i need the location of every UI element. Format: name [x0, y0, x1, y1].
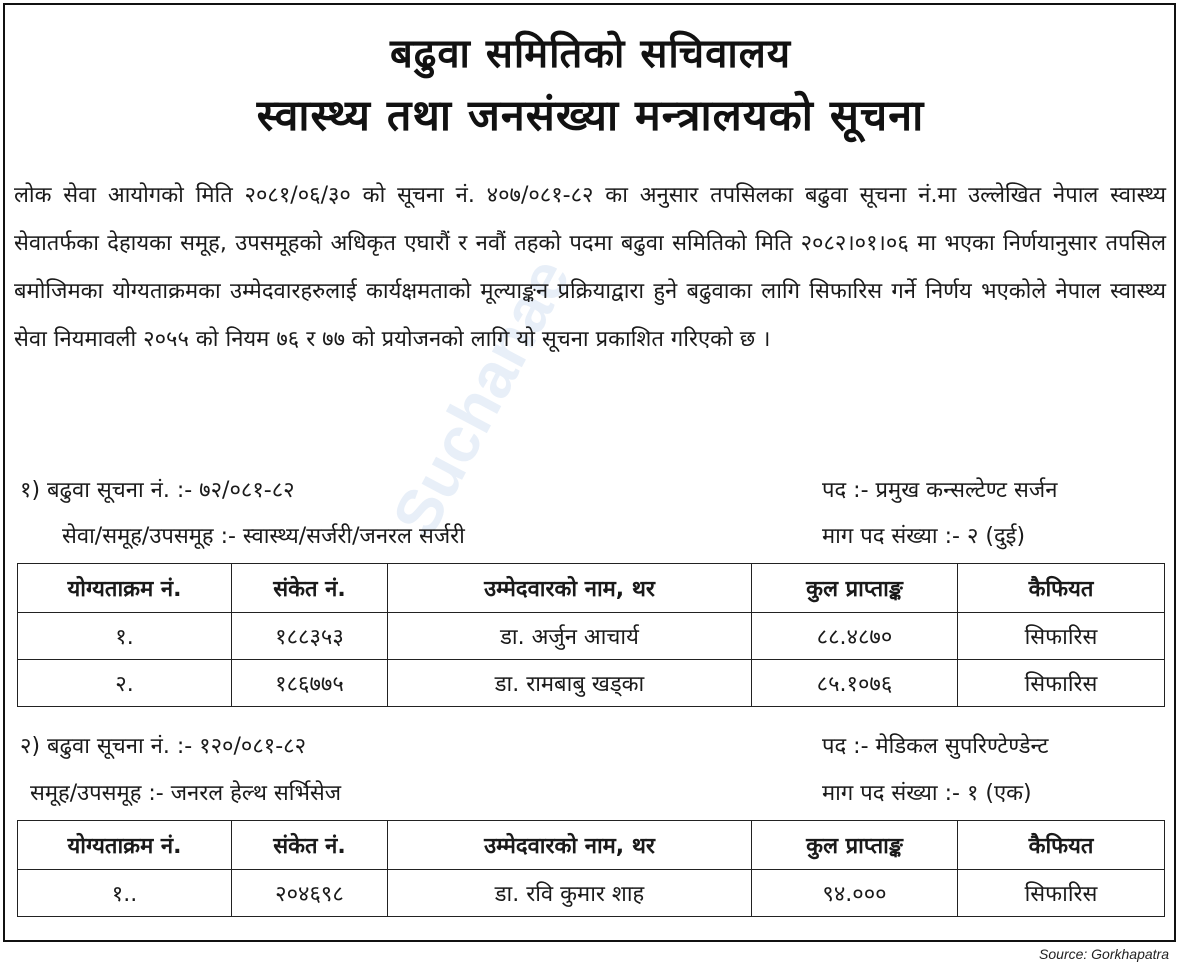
header-rank: योग्यताक्रम नं.: [18, 821, 232, 870]
section2-table: [17, 820, 1165, 917]
table-row: [18, 613, 1165, 660]
header-remark: कैफियत: [958, 821, 1165, 870]
section1-notice-number: १) बढुवा सूचना नं. :- ७२/०८१-८२: [20, 478, 295, 503]
notice-title: बढुवा समितिको सचिवालय: [389, 31, 792, 77]
cell-code: १८८३५३: [232, 613, 388, 660]
cell-remark: सिफारिस: [958, 870, 1165, 917]
header-code: संकेत नं.: [232, 821, 388, 870]
table-header-row: [18, 564, 1165, 613]
cell-rank: १.: [18, 613, 232, 660]
cell-name: डा. अर्जुन आचार्य: [388, 613, 752, 660]
section1-table: [17, 563, 1165, 707]
header-name: उम्मेदवारको नाम, थर: [388, 564, 752, 613]
cell-score: ९४.०००: [752, 870, 958, 917]
cell-rank: १..: [18, 870, 232, 917]
cell-remark: सिफारिस: [958, 660, 1165, 707]
cell-remark: सिफारिस: [958, 613, 1165, 660]
source-credit: Source: Gorkhapatra: [1039, 946, 1169, 962]
table-header-row: [18, 821, 1165, 870]
header-remark: कैफियत: [958, 564, 1165, 613]
section2-demand: माग पद संख्या :- १ (एक): [822, 781, 1032, 806]
cell-score: ८५.१०७६: [752, 660, 958, 707]
section1-group: सेवा/समूह/उपसमूह :- स्वास्थ्य/सर्जरी/जनरल सर्जरी: [62, 524, 465, 549]
table-row: [18, 870, 1165, 917]
header-rank: योग्यताक्रम नं.: [18, 564, 232, 613]
notice-subtitle: स्वास्थ्य तथा जनसंख्या मन्त्रालयको सूचना: [256, 91, 925, 141]
cell-rank: २.: [18, 660, 232, 707]
header-score: कुल प्राप्ताङ्क: [752, 821, 958, 870]
cell-name: डा. रामबाबु खड्का: [388, 660, 752, 707]
intro-paragraph: लोक सेवा आयोगको मिति २०८१/०६/३० को सूचना नं. ४०७/०८१-८२ का अनुसार तपसिलका बढुवा सूचना नं.मा उल्लेखित नेपाल स्वास्थ्य सेवातर्फका देहायका समूह, उपसमूहको अधिकृत एघारौं र नवौं तहको पदमा बढुवा समितिको मिति २०८२।०१।०६ मा भएका निर्णयानुसार तपसिल बमोजिमका योग्यताक्रमका उम्मेदवारहरुलाई कार्यक्षमताको मूल्याङ्कन प्रक्रियाद्वारा हुने बढुवाका लागि सिफारिस गर्ने निर्णय भएकोले नेपाल स्वास्थ्य सेवा नियमावली २०५५ को नियम ७६ र ७७ को प्रयोजनको लागि यो सूचना प्रकाशित गरिएको छ ।: [14, 183, 1167, 352]
header-name: उम्मेदवारको नाम, थर: [388, 821, 752, 870]
header-code: संकेत नं.: [232, 564, 388, 613]
cell-code: १८६७७५: [232, 660, 388, 707]
section1-post: पद :- प्रमुख कन्सल्टेण्ट सर्जन: [822, 478, 1058, 503]
cell-name: डा. रवि कुमार शाह: [388, 870, 752, 917]
section2-group: समूह/उपसमूह :- जनरल हेल्थ सर्भिसेज: [30, 781, 342, 806]
header-score: कुल प्राप्ताङ्क: [752, 564, 958, 613]
cell-code: २०४६९८: [232, 870, 388, 917]
table-row: [18, 660, 1165, 707]
section1-demand: माग पद संख्या :- २ (दुई): [822, 524, 1026, 549]
watermark: Suchanae: [378, 246, 584, 548]
section2-post: पद :- मेडिकल सुपरिण्टेण्डेन्ट: [822, 734, 1049, 759]
cell-score: ८८.४८७०: [752, 613, 958, 660]
section2-notice-number: २) बढुवा सूचना नं. :- १२०/०८१-८२: [20, 734, 307, 759]
